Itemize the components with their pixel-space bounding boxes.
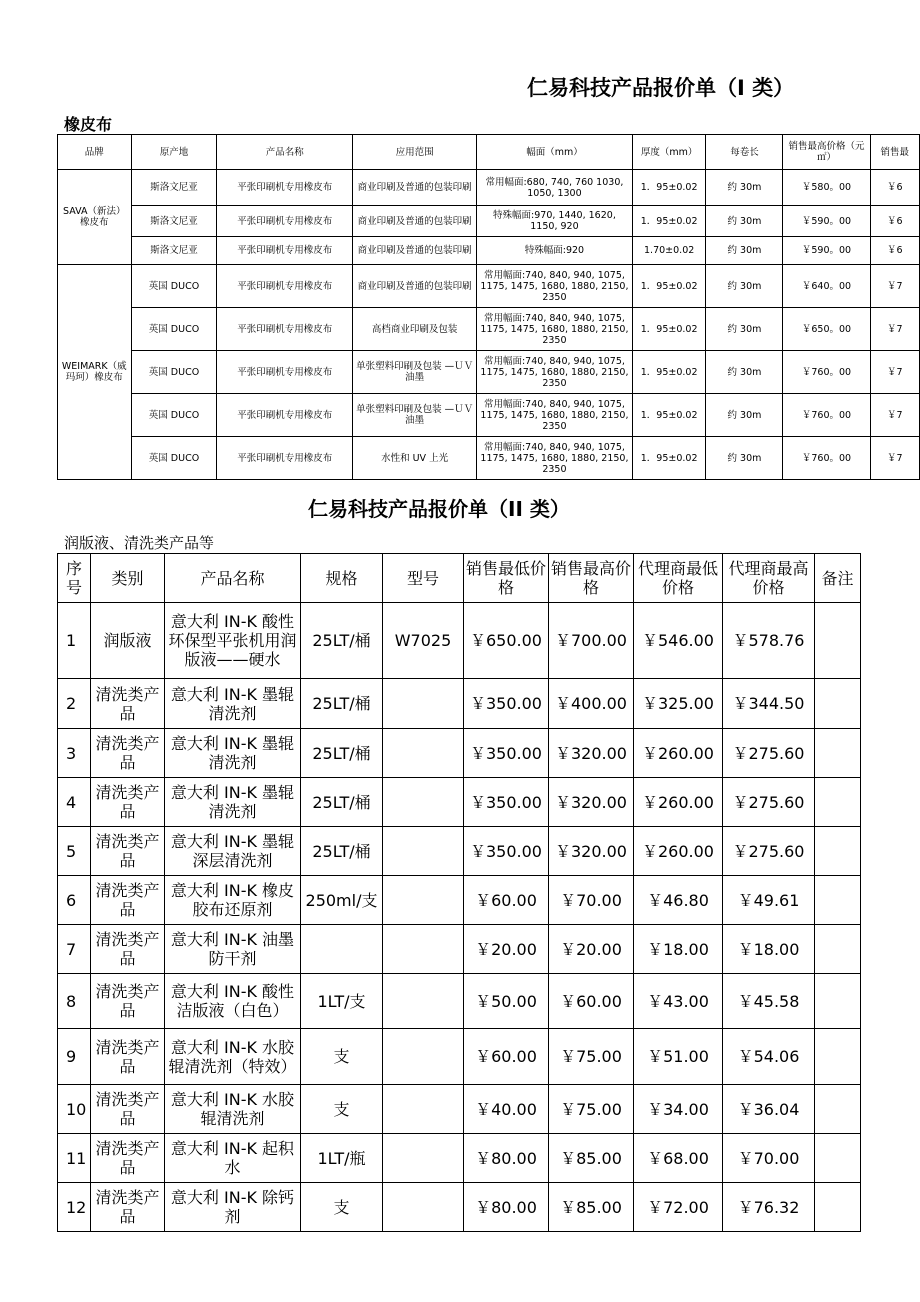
origin-cell: 斯洛文尼亚 xyxy=(131,206,217,237)
title-class-2: 仁易科技产品报价单（II 类） xyxy=(308,497,570,521)
min-price-cell: ￥350.00 xyxy=(464,778,549,827)
seq-cell: 3 xyxy=(58,729,91,778)
min-price-cell: ￥60.00 xyxy=(464,1029,549,1085)
agent-min-price-cell: ￥325.00 xyxy=(634,679,723,729)
max-price-cell: ￥590。00 xyxy=(783,237,870,265)
notes-cell xyxy=(815,679,861,729)
price-cut-cell: ￥6 xyxy=(870,170,919,206)
application-cell: 高档商业印刷及包装 xyxy=(353,308,477,351)
header-roll-length: 每卷长 xyxy=(706,135,783,170)
product-name-cell: 意大利 IN-K 水胶辊清洗剂（特效） xyxy=(165,1029,301,1085)
model-cell xyxy=(383,1029,464,1085)
spec-cell: 25LT/桶 xyxy=(301,679,383,729)
section-label-blanket: 橡皮布 xyxy=(64,115,113,134)
origin-cell: 英国 DUCO xyxy=(131,437,217,480)
roll-length-cell: 约 30m xyxy=(706,351,783,394)
roll-length-cell: 约 30m xyxy=(706,265,783,308)
width-cell: 常用幅面:740, 840, 940, 1075, 1175, 1475, 1680, 1880, 2150, 2350 xyxy=(477,437,633,480)
table-row xyxy=(58,1134,861,1183)
header-product-name: 产品名称 xyxy=(217,135,353,170)
seq-cell: 8 xyxy=(58,974,91,1029)
agent-min-price-cell: ￥46.80 xyxy=(634,876,723,925)
header-thickness: 厚度（mm） xyxy=(632,135,706,170)
agent-min-price-cell: ￥34.00 xyxy=(634,1085,723,1134)
application-cell: 商业印刷及普通的包装印刷 xyxy=(353,170,477,206)
model-cell xyxy=(383,1085,464,1134)
category-cell: 清洗类产品 xyxy=(91,1085,165,1134)
price-cut-cell: ￥7 xyxy=(870,394,919,437)
table-row xyxy=(58,206,920,237)
notes-cell xyxy=(815,876,861,925)
agent-min-price-cell: ￥260.00 xyxy=(634,827,723,876)
roll-length-cell: 约 30m xyxy=(706,170,783,206)
brand-cell: WEIMARK（威玛珂）橡皮布 xyxy=(58,265,132,480)
product-name-cell: 平张印刷机专用橡皮布 xyxy=(217,237,353,265)
product-name-cell: 意大利 IN-K 酸性洁版液（白色） xyxy=(165,974,301,1029)
notes-cell xyxy=(815,603,861,679)
table2-header-row xyxy=(58,554,861,603)
agent-min-price-cell: ￥43.00 xyxy=(634,974,723,1029)
product-name-cell: 平张印刷机专用橡皮布 xyxy=(217,394,353,437)
agent-min-price-cell: ￥260.00 xyxy=(634,729,723,778)
width-cell: 常用幅面:740, 840, 940, 1075, 1175, 1475, 1680, 1880, 2150, 2350 xyxy=(477,308,633,351)
max-price-cell: ￥760。00 xyxy=(783,394,870,437)
table-row xyxy=(58,876,861,925)
origin-cell: 英国 DUCO xyxy=(131,308,217,351)
price-cut-cell: ￥7 xyxy=(870,351,919,394)
application-cell: 水性和 UV 上光 xyxy=(353,437,477,480)
header-min-price: 销售最低价格 xyxy=(464,554,549,603)
thickness-cell: 1．95±0.02 xyxy=(632,394,706,437)
table-row xyxy=(58,778,861,827)
agent-min-price-cell: ￥68.00 xyxy=(634,1134,723,1183)
product-name-cell: 意大利 IN-K 酸性环保型平张机用润版液——硬水 xyxy=(165,603,301,679)
price-cut-cell: ￥7 xyxy=(870,437,919,480)
notes-cell xyxy=(815,1183,861,1232)
header-product-name: 产品名称 xyxy=(165,554,301,603)
thickness-cell: 1．95±0.02 xyxy=(632,265,706,308)
origin-cell: 英国 DUCO xyxy=(131,394,217,437)
agent-max-price-cell: ￥578.76 xyxy=(723,603,815,679)
agent-max-price-cell: ￥45.58 xyxy=(723,974,815,1029)
roll-length-cell: 约 30m xyxy=(706,308,783,351)
table-row xyxy=(58,351,920,394)
header-category: 类别 xyxy=(91,554,165,603)
table-row xyxy=(58,1085,861,1134)
category-cell: 清洗类产品 xyxy=(91,1029,165,1085)
roll-length-cell: 约 30m xyxy=(706,437,783,480)
agent-min-price-cell: ￥51.00 xyxy=(634,1029,723,1085)
product-name-cell: 平张印刷机专用橡皮布 xyxy=(217,170,353,206)
product-name-cell: 意大利 IN-K 水胶辊清洗剂 xyxy=(165,1085,301,1134)
table1-header-row xyxy=(58,135,920,170)
category-cell: 清洗类产品 xyxy=(91,729,165,778)
agent-max-price-cell: ￥49.61 xyxy=(723,876,815,925)
table-row xyxy=(58,1029,861,1085)
price-cut-cell: ￥6 xyxy=(870,206,919,237)
agent-min-price-cell: ￥546.00 xyxy=(634,603,723,679)
notes-cell xyxy=(815,974,861,1029)
header-max-price: 销售最高价格（元㎡） xyxy=(783,135,870,170)
max-price-cell: ￥760。00 xyxy=(783,437,870,480)
notes-cell xyxy=(815,1134,861,1183)
agent-min-price-cell: ￥72.00 xyxy=(634,1183,723,1232)
product-name-cell: 意大利 IN-K 起积水 xyxy=(165,1134,301,1183)
max-price-cell: ￥400.00 xyxy=(549,679,634,729)
max-price-cell: ￥85.00 xyxy=(549,1134,634,1183)
category-cell: 润版液 xyxy=(91,603,165,679)
notes-cell xyxy=(815,1085,861,1134)
header-spec: 规格 xyxy=(301,554,383,603)
max-price-cell: ￥320.00 xyxy=(549,778,634,827)
table-row xyxy=(58,603,861,679)
notes-cell xyxy=(815,778,861,827)
max-price-cell: ￥700.00 xyxy=(549,603,634,679)
table-row xyxy=(58,265,920,308)
price-cut-cell: ￥7 xyxy=(870,265,919,308)
agent-max-price-cell: ￥344.50 xyxy=(723,679,815,729)
origin-cell: 斯洛文尼亚 xyxy=(131,170,217,206)
product-name-cell: 意大利 IN-K 墨辊清洗剂 xyxy=(165,729,301,778)
product-name-cell: 意大利 IN-K 橡皮胶布还原剂 xyxy=(165,876,301,925)
price-cut-cell: ￥6 xyxy=(870,237,919,265)
model-cell xyxy=(383,974,464,1029)
header-price-cut: 销售最 xyxy=(870,135,919,170)
notes-cell xyxy=(815,925,861,974)
seq-cell: 4 xyxy=(58,778,91,827)
product-name-cell: 平张印刷机专用橡皮布 xyxy=(217,206,353,237)
width-cell: 常用幅面:740, 840, 940, 1075, 1175, 1475, 1680, 1880, 2150, 2350 xyxy=(477,265,633,308)
spec-cell xyxy=(301,925,383,974)
agent-max-price-cell: ￥275.60 xyxy=(723,729,815,778)
thickness-cell: 1．95±0.02 xyxy=(632,170,706,206)
spec-cell: 250ml/支 xyxy=(301,876,383,925)
spec-cell: 支 xyxy=(301,1029,383,1085)
agent-max-price-cell: ￥18.00 xyxy=(723,925,815,974)
notes-cell xyxy=(815,1029,861,1085)
spec-cell: 支 xyxy=(301,1085,383,1134)
fountain-cleaning-price-table xyxy=(57,553,861,1232)
category-cell: 清洗类产品 xyxy=(91,974,165,1029)
roll-length-cell: 约 30m xyxy=(706,237,783,265)
model-cell xyxy=(383,1134,464,1183)
model-cell xyxy=(383,778,464,827)
table-row xyxy=(58,394,920,437)
section-label-fountain-solution: 润版液、清洗类产品等 xyxy=(64,534,215,552)
product-name-cell: 意大利 IN-K 墨辊清洗剂 xyxy=(165,778,301,827)
min-price-cell: ￥350.00 xyxy=(464,729,549,778)
width-cell: 常用幅面:740, 840, 940, 1075, 1175, 1475, 1680, 1880, 2150, 2350 xyxy=(477,351,633,394)
min-price-cell: ￥40.00 xyxy=(464,1085,549,1134)
product-name-cell: 平张印刷机专用橡皮布 xyxy=(217,437,353,480)
seq-cell: 2 xyxy=(58,679,91,729)
table-row xyxy=(58,237,920,265)
agent-max-price-cell: ￥275.60 xyxy=(723,827,815,876)
model-cell: W7025 xyxy=(383,603,464,679)
max-price-cell: ￥70.00 xyxy=(549,876,634,925)
min-price-cell: ￥20.00 xyxy=(464,925,549,974)
seq-cell: 6 xyxy=(58,876,91,925)
max-price-cell: ￥320.00 xyxy=(549,827,634,876)
price-cut-cell: ￥7 xyxy=(870,308,919,351)
application-cell: 商业印刷及普通的包装印刷 xyxy=(353,265,477,308)
title-class-1: 仁易科技产品报价单（I 类） xyxy=(527,76,795,100)
model-cell xyxy=(383,729,464,778)
thickness-cell: 1．95±0.02 xyxy=(632,206,706,237)
application-cell: 商业印刷及普通的包装印刷 xyxy=(353,206,477,237)
min-price-cell: ￥60.00 xyxy=(464,876,549,925)
header-notes: 备注 xyxy=(815,554,861,603)
roll-length-cell: 约 30m xyxy=(706,394,783,437)
header-seq: 序号 xyxy=(58,554,91,603)
notes-cell xyxy=(815,827,861,876)
product-name-cell: 平张印刷机专用橡皮布 xyxy=(217,308,353,351)
table-row xyxy=(58,170,920,206)
max-price-cell: ￥85.00 xyxy=(549,1183,634,1232)
seq-cell: 5 xyxy=(58,827,91,876)
category-cell: 清洗类产品 xyxy=(91,827,165,876)
thickness-cell: 1.70±0.02 xyxy=(632,237,706,265)
header-max-price: 销售最高价格 xyxy=(549,554,634,603)
seq-cell: 12 xyxy=(58,1183,91,1232)
min-price-cell: ￥80.00 xyxy=(464,1134,549,1183)
category-cell: 清洗类产品 xyxy=(91,778,165,827)
max-price-cell: ￥650。00 xyxy=(783,308,870,351)
seq-cell: 10 xyxy=(58,1085,91,1134)
thickness-cell: 1．95±0.02 xyxy=(632,351,706,394)
spec-cell: 25LT/桶 xyxy=(301,778,383,827)
product-name-cell: 平张印刷机专用橡皮布 xyxy=(217,351,353,394)
width-cell: 特殊幅面:920 xyxy=(477,237,633,265)
product-name-cell: 平张印刷机专用橡皮布 xyxy=(217,265,353,308)
application-cell: 商业印刷及普通的包装印刷 xyxy=(353,237,477,265)
application-cell: 单张塑料印刷及包装 —ＵＶ油墨 xyxy=(353,394,477,437)
max-price-cell: ￥20.00 xyxy=(549,925,634,974)
max-price-cell: ￥590。00 xyxy=(783,206,870,237)
min-price-cell: ￥350.00 xyxy=(464,679,549,729)
header-agent-max-price: 代理商最高价格 xyxy=(723,554,815,603)
agent-max-price-cell: ￥36.04 xyxy=(723,1085,815,1134)
application-cell: 单张塑料印刷及包装 —ＵＶ油墨 xyxy=(353,351,477,394)
seq-cell: 1 xyxy=(58,603,91,679)
spec-cell: 1LT/支 xyxy=(301,974,383,1029)
width-cell: 常用幅面:680, 740, 760 1030, 1050, 1300 xyxy=(477,170,633,206)
origin-cell: 英国 DUCO xyxy=(131,351,217,394)
model-cell xyxy=(383,925,464,974)
thickness-cell: 1．95±0.02 xyxy=(632,308,706,351)
thickness-cell: 1．95±0.02 xyxy=(632,437,706,480)
model-cell xyxy=(383,1183,464,1232)
spec-cell: 1LT/瓶 xyxy=(301,1134,383,1183)
agent-max-price-cell: ￥76.32 xyxy=(723,1183,815,1232)
max-price-cell: ￥580。00 xyxy=(783,170,870,206)
model-cell xyxy=(383,679,464,729)
table-row xyxy=(58,679,861,729)
origin-cell: 斯洛文尼亚 xyxy=(131,237,217,265)
agent-max-price-cell: ￥275.60 xyxy=(723,778,815,827)
max-price-cell: ￥760。00 xyxy=(783,351,870,394)
category-cell: 清洗类产品 xyxy=(91,876,165,925)
table-row xyxy=(58,1183,861,1232)
agent-max-price-cell: ￥54.06 xyxy=(723,1029,815,1085)
min-price-cell: ￥50.00 xyxy=(464,974,549,1029)
min-price-cell: ￥650.00 xyxy=(464,603,549,679)
category-cell: 清洗类产品 xyxy=(91,925,165,974)
category-cell: 清洗类产品 xyxy=(91,1183,165,1232)
notes-cell xyxy=(815,729,861,778)
spec-cell: 25LT/桶 xyxy=(301,729,383,778)
brand-cell: SAVA（新法）橡皮布 xyxy=(58,170,132,265)
category-cell: 清洗类产品 xyxy=(91,1134,165,1183)
table-row xyxy=(58,974,861,1029)
header-application: 应用范围 xyxy=(353,135,477,170)
agent-max-price-cell: ￥70.00 xyxy=(723,1134,815,1183)
width-cell: 特殊幅面:970, 1440, 1620, 1150, 920 xyxy=(477,206,633,237)
category-cell: 清洗类产品 xyxy=(91,679,165,729)
spec-cell: 25LT/桶 xyxy=(301,827,383,876)
seq-cell: 7 xyxy=(58,925,91,974)
product-name-cell: 意大利 IN-K 油墨防干剂 xyxy=(165,925,301,974)
product-name-cell: 意大利 IN-K 墨辊深层清洗剂 xyxy=(165,827,301,876)
agent-min-price-cell: ￥18.00 xyxy=(634,925,723,974)
max-price-cell: ￥320.00 xyxy=(549,729,634,778)
width-cell: 常用幅面:740, 840, 940, 1075, 1175, 1475, 1680, 1880, 2150, 2350 xyxy=(477,394,633,437)
table-row xyxy=(58,827,861,876)
table-row xyxy=(58,729,861,778)
header-brand: 品牌 xyxy=(58,135,132,170)
table-row xyxy=(58,437,920,480)
spec-cell: 25LT/桶 xyxy=(301,603,383,679)
product-name-cell: 意大利 IN-K 除钙剂 xyxy=(165,1183,301,1232)
max-price-cell: ￥75.00 xyxy=(549,1085,634,1134)
seq-cell: 9 xyxy=(58,1029,91,1085)
header-width: 幅面（mm） xyxy=(477,135,633,170)
header-agent-min-price: 代理商最低价格 xyxy=(634,554,723,603)
table-row xyxy=(58,308,920,351)
table-row xyxy=(58,925,861,974)
roll-length-cell: 约 30m xyxy=(706,206,783,237)
header-origin: 原产地 xyxy=(131,135,217,170)
max-price-cell: ￥640。00 xyxy=(783,265,870,308)
min-price-cell: ￥350.00 xyxy=(464,827,549,876)
header-model: 型号 xyxy=(383,554,464,603)
seq-cell: 11 xyxy=(58,1134,91,1183)
agent-min-price-cell: ￥260.00 xyxy=(634,778,723,827)
model-cell xyxy=(383,876,464,925)
max-price-cell: ￥75.00 xyxy=(549,1029,634,1085)
blanket-price-table xyxy=(57,134,920,480)
origin-cell: 英国 DUCO xyxy=(131,265,217,308)
min-price-cell: ￥80.00 xyxy=(464,1183,549,1232)
product-name-cell: 意大利 IN-K 墨辊清洗剂 xyxy=(165,679,301,729)
model-cell xyxy=(383,827,464,876)
max-price-cell: ￥60.00 xyxy=(549,974,634,1029)
spec-cell: 支 xyxy=(301,1183,383,1232)
